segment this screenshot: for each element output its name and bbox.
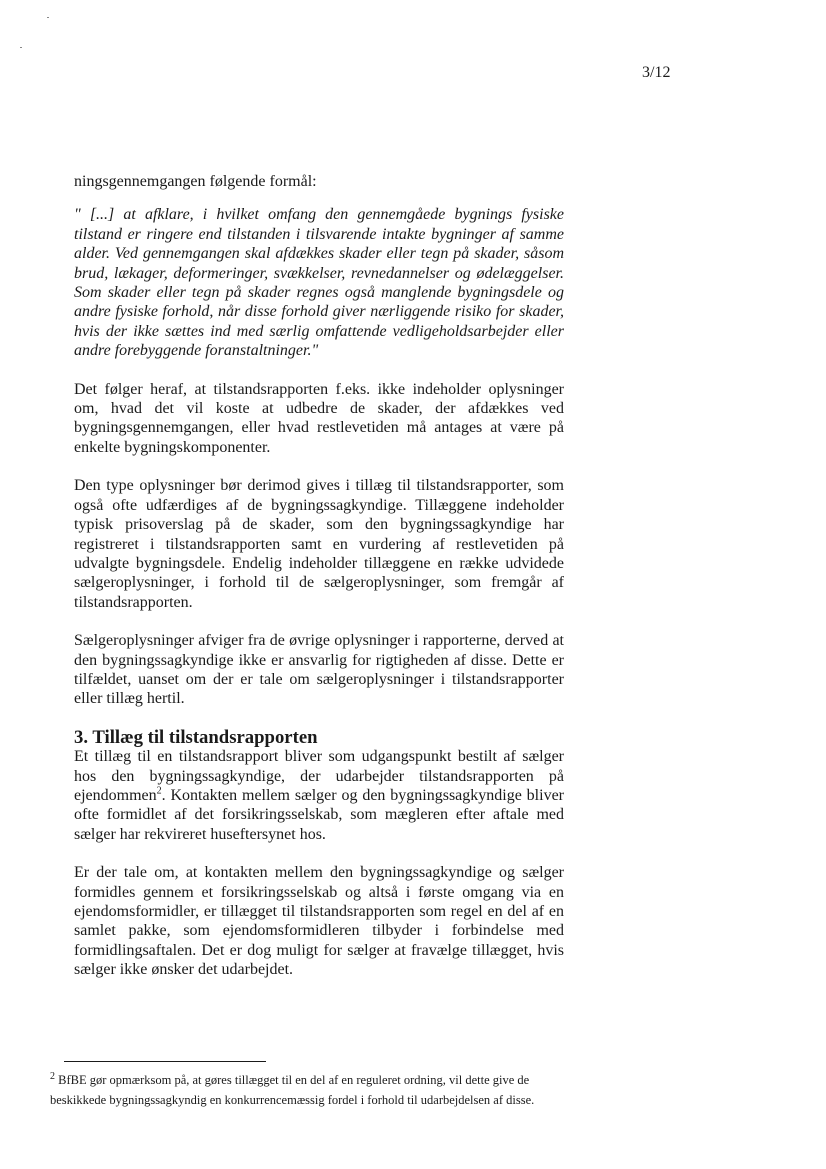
scan-speck xyxy=(20,47,22,48)
paragraph-seller-info: Sælgeroplysninger afviger fra de øvrige oplysninger i rapporterne, derved at den bygningssagkyndige ikke er ansvarlig for rigtigheden af disse. Dette er tilfældet, uanset om der er tale om sælgeroplysninger i tilstandsrapporter eller tillæg hertil. xyxy=(74,632,564,708)
section-heading: 3. Tillæg til tilstandsrapporten xyxy=(74,726,318,748)
footnote-reference: 2 xyxy=(156,785,162,797)
footnote-text: BfBE gør opmærksom på, at gøres tillægget til en del af en reguleret ordning, vil dette give de beskikkede bygningssagkyndig en konkurrencemæssig fordel i forhold til udarbejdelsen af disse. xyxy=(50,1073,535,1107)
footnote xyxy=(50,1070,556,1110)
paragraph-supplements: Den type oplysninger bør derimod gives i tillæg til tilstandsrapporter, som også ofte udfærdiges af de bygningssagkyndige. Tillæggene indeholder typisk prisoverslag på de skader, som den bygningssagkyndige har registreret i tilstandsrapporten samt en vurdering af restlevetiden på udvalgte bygningsdele. Endelig indeholder tillæggene en række udvidede sælgeroplysninger, i forhold til de sælgeroplysninger, som fremgår af tilstandsrapporten. xyxy=(74,477,564,611)
section-paragraph-ordering-start: Et tillæg til en tilstandsrapport bliver som udgangspunkt bestilt af sælger hos den bygningssagkyndige, der udarbejder tilstandsrapporten på ejendommen xyxy=(74,748,564,804)
intro-line: ningsgennemgangen følgende formål: xyxy=(74,173,317,190)
page-number: 3/12 xyxy=(642,64,671,81)
legal-quote: " [...] at afklare, i hvilket omfang den gennemgåede bygnings fysiske tilstand er ringere end tilstanden i tilsvarende intakte bygninger af samme alder. Ved gennemgangen skal afdækkes skader eller tegn på skader, såsom brud, lækager, deformeringer, svækkelser, revnedannelser og ødelæggelser. Som skader eller tegn på skader regnes også manglende bygningsdele og andre fysiske forhold, når disse forhold giver nærliggende risiko for skader, hvis der ikke sættes ind med særlig omfattende vedligeholdsarbejder eller andre forebyggende foranstaltninger." xyxy=(74,206,564,360)
footnote-divider xyxy=(64,1061,266,1062)
scan-speck xyxy=(47,17,49,18)
section-paragraph-ordering xyxy=(74,747,564,844)
section-paragraph-package: Er der tale om, at kontakten mellem den bygningssagkyndige og sælger formidles gennem et forsikringsselskab og altså i første omgang via en ejendomsformidler, er tillægget til tilstandsrapporten som regel en del af en samlet pakke, som ejendomsformidleren tilbyder i forbindelse med formidlingsaftalen. Det er dog muligt for sælger at fravælge tillægget, hvis sælger ikke ønsker det udarbejdet. xyxy=(74,864,564,979)
paragraph-cost-info: Det følger heraf, at tilstandsrapporten f.eks. ikke indeholder oplysninger om, hvad det vil koste at udbedre de skader, der afdækkes ved bygningsgennemgangen, eller hvad restlevetiden må antages at være på enkelte bygningskomponenter. xyxy=(74,380,564,456)
section-paragraph-ordering-end: . Kontakten mellem sælger og den bygningssagkyndige bliver ofte formidlet af det forsikringsselskab, som mægleren efter aftale med sælger har rekvireret huseftersynet hos. xyxy=(74,786,564,843)
footnote-number: 2 xyxy=(50,1070,55,1082)
main-text xyxy=(74,172,564,999)
